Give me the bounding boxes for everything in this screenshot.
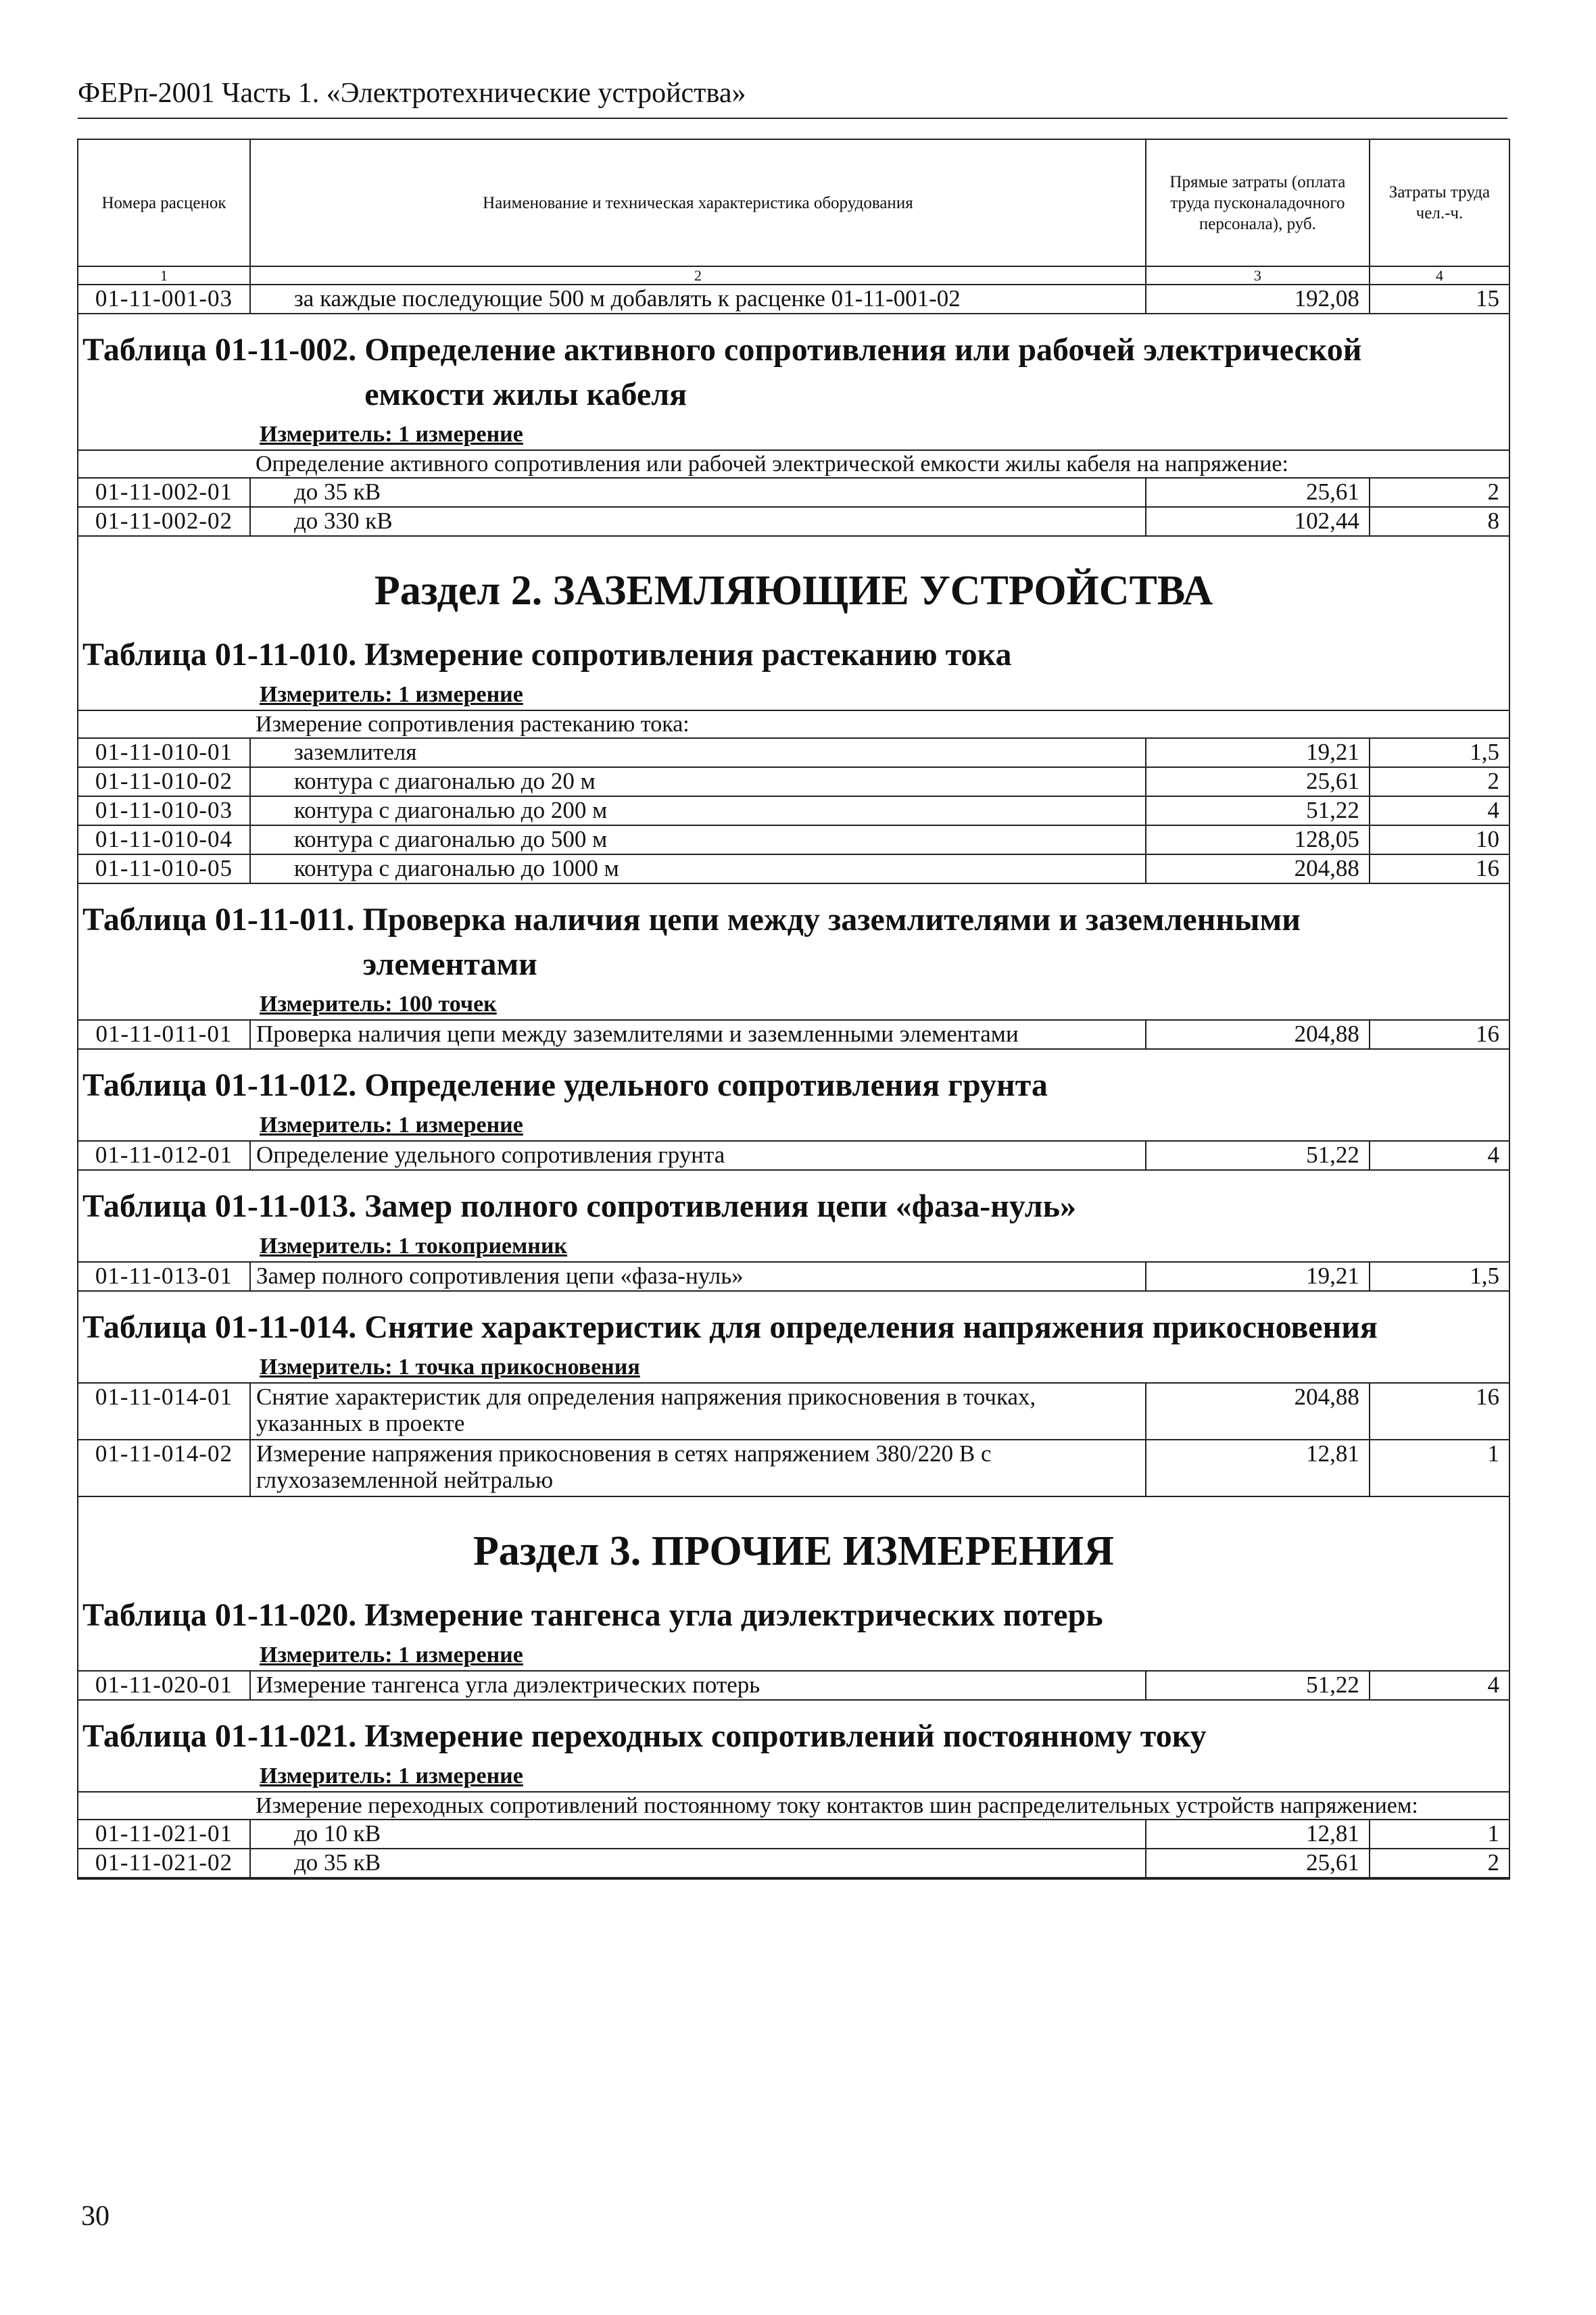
- rate-cost: 25,61: [1146, 1849, 1370, 1878]
- rate-labor: 1,5: [1370, 739, 1509, 767]
- rate-name: Замер полного сопротивления цепи «фаза-нуль»: [250, 1262, 1146, 1291]
- rate-cost: 51,22: [1146, 1141, 1370, 1170]
- table-row: [78, 1020, 1509, 1049]
- rate-cost: 204,88: [1146, 854, 1370, 883]
- rate-code: 01-11-010-04: [78, 825, 250, 854]
- measure-011: Измеритель: 100 точек: [260, 992, 497, 1017]
- rate-cost: 12,81: [1146, 1820, 1370, 1849]
- table-row: [78, 825, 1509, 854]
- rate-labor: 8: [1370, 507, 1509, 536]
- rate-labor: 16: [1370, 1020, 1509, 1049]
- rate-cost: 204,88: [1146, 1020, 1370, 1049]
- table-row: [78, 767, 1509, 796]
- rate-cost: 19,21: [1146, 1262, 1370, 1291]
- rate-cost: 19,21: [1146, 739, 1370, 767]
- table-row: [78, 1671, 1509, 1700]
- col-header-labor: Затраты труда чел.-ч.: [1370, 140, 1509, 266]
- rate-name: Измерение тангенса угла диэлектрических потерь: [250, 1671, 1146, 1700]
- rate-name: за каждые последующие 500 м добавлять к расценке 01-11-001-02: [250, 285, 1146, 314]
- rate-code: 01-11-002-01: [78, 479, 250, 507]
- col-header-name: Наименование и техническая характеристика оборудования: [250, 140, 1146, 266]
- rate-cost: 51,22: [1146, 796, 1370, 825]
- rate-labor: 2: [1370, 479, 1509, 507]
- rate-name: контура с диагональю до 200 м: [250, 796, 1146, 825]
- col-number-2: 2: [250, 266, 1146, 285]
- price-tables: [77, 139, 1510, 1880]
- rate-code: 01-11-013-01: [78, 1262, 250, 1291]
- table-title-014: Таблица 01-11-014. Снятие характеристик для определения напряжения прикосновения: [82, 1309, 1378, 1345]
- rates-table-002: [78, 479, 1509, 537]
- rate-cost: 25,61: [1146, 479, 1370, 507]
- rate-name: до 35 кВ: [250, 479, 1146, 507]
- rate-labor: 15: [1370, 285, 1509, 314]
- rate-name: контура с диагональю до 20 м: [250, 767, 1146, 796]
- rate-code: 01-11-002-02: [78, 507, 250, 536]
- rate-name: Измерение напряжения прикосновения в сетях напряжением 380/220 В с глухозаземленной нейтралью: [250, 1440, 1146, 1496]
- section-2-heading: Раздел 2. ЗАЗЕМЛЯЮЩИЕ УСТРОЙСТВА: [374, 568, 1213, 614]
- table-row: [78, 1262, 1509, 1291]
- table-row: [78, 1141, 1509, 1170]
- column-header-table: [78, 140, 1509, 314]
- rate-code: 01-11-001-03: [78, 285, 250, 314]
- measure-020: Измеритель: 1 измерение: [260, 1642, 523, 1667]
- rate-name: Проверка наличия цепи между заземлителями и заземленными элементами: [250, 1020, 1146, 1049]
- table-row: [78, 739, 1509, 767]
- rates-table-010: [78, 739, 1509, 884]
- rate-cost: 204,88: [1146, 1383, 1370, 1440]
- rate-labor: 4: [1370, 1141, 1509, 1170]
- measure-021: Измеритель: 1 измерение: [260, 1763, 523, 1788]
- rate-name: Определение удельного сопротивления грунта: [250, 1141, 1146, 1170]
- table-title-002: Таблица 01-11-002. Определение активного сопротивления или рабочей электрической емкости жилы кабеля: [82, 332, 1362, 412]
- rate-labor: 16: [1370, 854, 1509, 883]
- page-header: ФЕРп-2001 Часть 1. «Электротехнические устройства»: [78, 76, 1507, 119]
- rate-name: до 10 кВ: [250, 1820, 1146, 1849]
- rate-code: 01-11-012-01: [78, 1141, 250, 1170]
- table-title-013: Таблица 01-11-013. Замер полного сопротивления цепи «фаза-нуль»: [82, 1188, 1077, 1224]
- rate-labor: 16: [1370, 1383, 1509, 1440]
- rate-labor: 10: [1370, 825, 1509, 854]
- rate-labor: 4: [1370, 796, 1509, 825]
- rate-name: контура с диагональю до 500 м: [250, 825, 1146, 854]
- rate-code: 01-11-014-01: [78, 1383, 250, 1440]
- rate-name: до 330 кВ: [250, 507, 1146, 536]
- rates-table-013: [78, 1261, 1509, 1292]
- table-row: [78, 796, 1509, 825]
- description-010: Измерение сопротивления растеканию тока:: [78, 710, 1509, 739]
- table-title-010: Таблица 01-11-010. Измерение сопротивления растеканию тока: [82, 637, 1012, 673]
- rate-cost: 128,05: [1146, 825, 1370, 854]
- table-row: [78, 1820, 1509, 1849]
- rate-name: Снятие характеристик для определения напряжения прикосновения в точках, указанных в проекте: [250, 1383, 1146, 1440]
- col-number-3: 3: [1146, 266, 1370, 285]
- rate-name: до 35 кВ: [250, 1849, 1146, 1878]
- rate-cost: 192,08: [1146, 285, 1370, 314]
- section-3-heading: Раздел 3. ПРОЧИЕ ИЗМЕРЕНИЯ: [473, 1528, 1115, 1574]
- rate-labor: 1: [1370, 1820, 1509, 1849]
- table-row: [78, 854, 1509, 883]
- rate-labor: 4: [1370, 1671, 1509, 1700]
- rate-code: 01-11-021-02: [78, 1849, 250, 1878]
- rate-name: контура с диагональю до 1000 м: [250, 854, 1146, 883]
- page-number: 30: [81, 2201, 110, 2232]
- measure-002: Измеритель: 1 измерение: [260, 422, 523, 447]
- table-title-021: Таблица 01-11-021. Измерение переходных сопротивлений постоянному току: [82, 1718, 1207, 1754]
- table-row: [78, 507, 1509, 536]
- rate-labor: 1: [1370, 1440, 1509, 1496]
- rate-cost: 12,81: [1146, 1440, 1370, 1496]
- rate-code: 01-11-010-02: [78, 767, 250, 796]
- rate-code: 01-11-014-02: [78, 1440, 250, 1496]
- col-number-4: 4: [1370, 266, 1509, 285]
- rates-table-020: [78, 1670, 1509, 1701]
- rate-labor: 2: [1370, 767, 1509, 796]
- rates-table-012: [78, 1140, 1509, 1171]
- rate-code: 01-11-011-01: [78, 1020, 250, 1049]
- measure-014: Измеритель: 1 точка прикосновения: [260, 1355, 640, 1380]
- measure-013: Измеритель: 1 токоприемник: [260, 1234, 568, 1259]
- rates-table-011: [78, 1019, 1509, 1050]
- description-002: Определение активного сопротивления или рабочей электрической емкости жилы кабеля на напряжение:: [78, 449, 1509, 479]
- rate-labor: 1,5: [1370, 1262, 1509, 1291]
- table-row: [78, 1440, 1509, 1496]
- rates-table-014: [78, 1382, 1509, 1497]
- table-title-012: Таблица 01-11-012. Определение удельного сопротивления грунта: [82, 1067, 1048, 1103]
- rate-code: 01-11-010-01: [78, 739, 250, 767]
- rate-cost: 25,61: [1146, 767, 1370, 796]
- table-title-011: Таблица 01-11-011. Проверка наличия цепи между заземлителями и заземленными элементами: [82, 902, 1301, 982]
- rate-code: 01-11-010-05: [78, 854, 250, 883]
- measure-012: Измеритель: 1 измерение: [260, 1113, 523, 1138]
- col-header-cost: Прямые затраты (оплата труда пусконаладочного персонала), руб.: [1146, 140, 1370, 266]
- table-row: [78, 1383, 1509, 1440]
- rate-code: 01-11-021-01: [78, 1820, 250, 1849]
- rate-cost: 51,22: [1146, 1671, 1370, 1700]
- rate-code: 01-11-020-01: [78, 1671, 250, 1700]
- col-number-1: 1: [78, 266, 250, 285]
- rate-name: заземлителя: [250, 739, 1146, 767]
- col-header-codes: Номера расценок: [78, 140, 250, 266]
- rates-table-021: [78, 1820, 1509, 1878]
- table-row: [78, 1849, 1509, 1878]
- table-title-020: Таблица 01-11-020. Измерение тангенса угла диэлектрических потерь: [82, 1597, 1103, 1633]
- measure-010: Измеритель: 1 измерение: [260, 682, 523, 707]
- table-row: [78, 479, 1509, 507]
- rate-code: 01-11-010-03: [78, 796, 250, 825]
- rate-labor: 2: [1370, 1849, 1509, 1878]
- rate-cost: 102,44: [1146, 507, 1370, 536]
- description-021: Измерение переходных сопротивлений постоянному току контактов шин распределительных устройств напряжением:: [78, 1791, 1509, 1820]
